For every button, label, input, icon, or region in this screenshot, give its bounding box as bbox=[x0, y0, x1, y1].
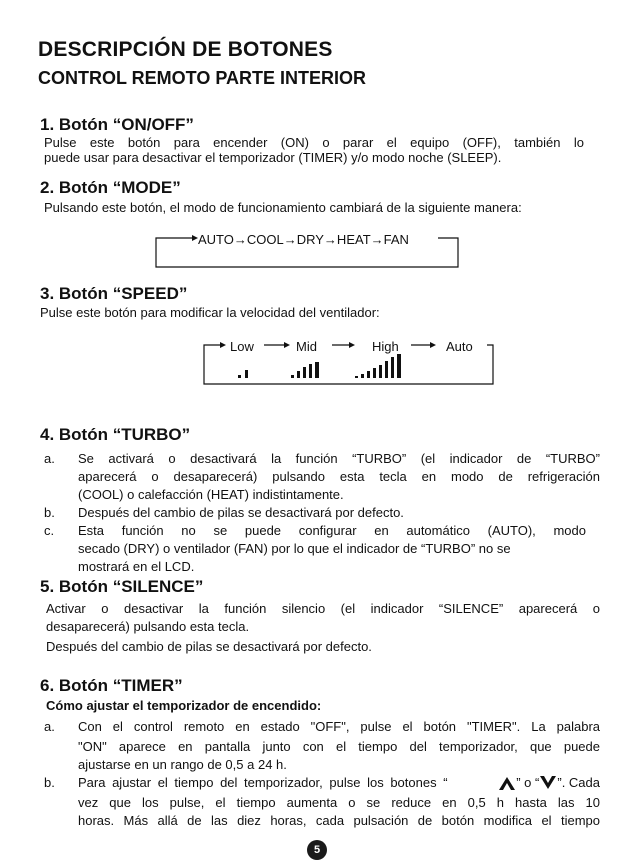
turbo-item-b-label: b. bbox=[44, 505, 55, 520]
speed-label-auto: Auto bbox=[446, 339, 473, 354]
speed-low-bars-icon bbox=[238, 370, 248, 378]
section-3-text: Pulse este botón para modificar la velocidad del ventilador: bbox=[40, 305, 380, 320]
section-3-heading: 3. Botón “SPEED” bbox=[40, 284, 188, 303]
timer-item-b-line-2: vez que los pulse, el tiempo aumenta o se reduce en 0,5 h hasta las 10 bbox=[78, 795, 600, 810]
timer-b-line1-mid: ” o “ bbox=[516, 775, 540, 790]
speed-label-low: Low bbox=[230, 339, 254, 354]
turbo-item-b-line-1: Después del cambio de pilas se desactivará por defecto. bbox=[78, 505, 404, 520]
section-5-heading: 5. Botón “SILENCE” bbox=[40, 577, 204, 596]
timer-b-line1-post: ”. Cada bbox=[557, 775, 600, 790]
speed-mid-bars-icon bbox=[291, 362, 319, 378]
timer-item-a-line-2: "ON" aparece en pantalla junto con el tiempo del temporizador, que puede bbox=[78, 739, 600, 754]
timer-item-a-label: a. bbox=[44, 719, 55, 734]
speed-label-high: High bbox=[372, 339, 399, 354]
speed-label-mid: Mid bbox=[296, 339, 317, 354]
turbo-item-a-line-2: aparecerá o desaparecerá) pulsando esta tecla en modo de refrigeración bbox=[78, 469, 600, 484]
section-5-line-3: Después del cambio de pilas se desactivará por defecto. bbox=[46, 639, 372, 654]
turbo-item-a-label: a. bbox=[44, 451, 55, 466]
speed-arrowhead-mid-high bbox=[349, 342, 355, 348]
section-6-subheading: Cómo ajustar el temporizador de encendido: bbox=[46, 698, 322, 713]
turbo-item-a-line-3: (COOL) o calefacción (HEAT) indistintamente. bbox=[78, 487, 344, 502]
timer-item-a-line-3: ajustarse en un rango de 0,5 a 24 h. bbox=[78, 757, 287, 772]
mode-cycle-text: AUTO→COOL→DRY→HEAT→FAN bbox=[198, 232, 409, 247]
page-number: 5 bbox=[307, 840, 327, 860]
section-5-line-2: desaparecerá) pulsando esta tecla. bbox=[46, 619, 250, 634]
section-1-line-1: Pulse este botón para encender (ON) o parar el equipo (OFF), también lo bbox=[44, 135, 584, 150]
section-6-heading: 6. Botón “TIMER” bbox=[40, 676, 183, 695]
turbo-item-c-label: c. bbox=[44, 523, 55, 538]
timer-item-a-line-1: Con el control remoto en estado "OFF", pulse el botón "TIMER". La palabra bbox=[78, 719, 600, 734]
turbo-item-c-line-1: Esta función no se puede configurar en automático (AUTO), modo bbox=[78, 523, 586, 538]
timer-item-b-line-3: horas. Más allá de las diez horas, cada pulsación de botón modifica el tiempo bbox=[78, 813, 600, 828]
down-arrow-icon bbox=[539, 775, 557, 791]
speed-arrow-start bbox=[220, 342, 226, 348]
page-subtitle: CONTROL REMOTO PARTE INTERIOR bbox=[38, 68, 367, 88]
speed-arrowhead-low-mid bbox=[284, 342, 290, 348]
timer-b-line1-pre: Para ajustar el tiempo del temporizador, pulse los botones “ bbox=[78, 775, 448, 790]
section-1-line-2: puede usar para desactivar el temporizador (TIMER) y/o modo noche (SLEEP). bbox=[44, 150, 502, 165]
section-1-heading: 1. Botón “ON/OFF” bbox=[40, 115, 194, 134]
timer-b-line1-buttons bbox=[498, 774, 600, 792]
turbo-item-a-line-1: Se activará o desactivará la función “TURBO” (el indicador de “TURBO” bbox=[78, 451, 600, 466]
up-arrow-icon bbox=[498, 775, 516, 791]
speed-arrowhead-high-auto bbox=[430, 342, 436, 348]
timer-item-b-label: b. bbox=[44, 775, 55, 790]
speed-high-bars-icon bbox=[355, 354, 401, 378]
section-2-heading: 2. Botón “MODE” bbox=[40, 178, 181, 197]
turbo-item-c-line-2: secado (DRY) o ventilador (FAN) por lo que el indicador de “TURBO” no se bbox=[78, 541, 511, 556]
section-2-text: Pulsando este botón, el modo de funcionamiento cambiará de la siguiente manera: bbox=[44, 200, 522, 215]
timer-item-b-line-1 bbox=[78, 774, 600, 792]
section-5-line-1: Activar o desactivar la función silencio (el indicador “SILENCE” aparecerá o bbox=[46, 601, 600, 616]
turbo-item-c-line-3: mostrará en el LCD. bbox=[78, 559, 195, 574]
page-title: DESCRIPCIÓN DE BOTONES bbox=[38, 38, 333, 61]
section-4-heading: 4. Botón “TURBO” bbox=[40, 425, 191, 444]
